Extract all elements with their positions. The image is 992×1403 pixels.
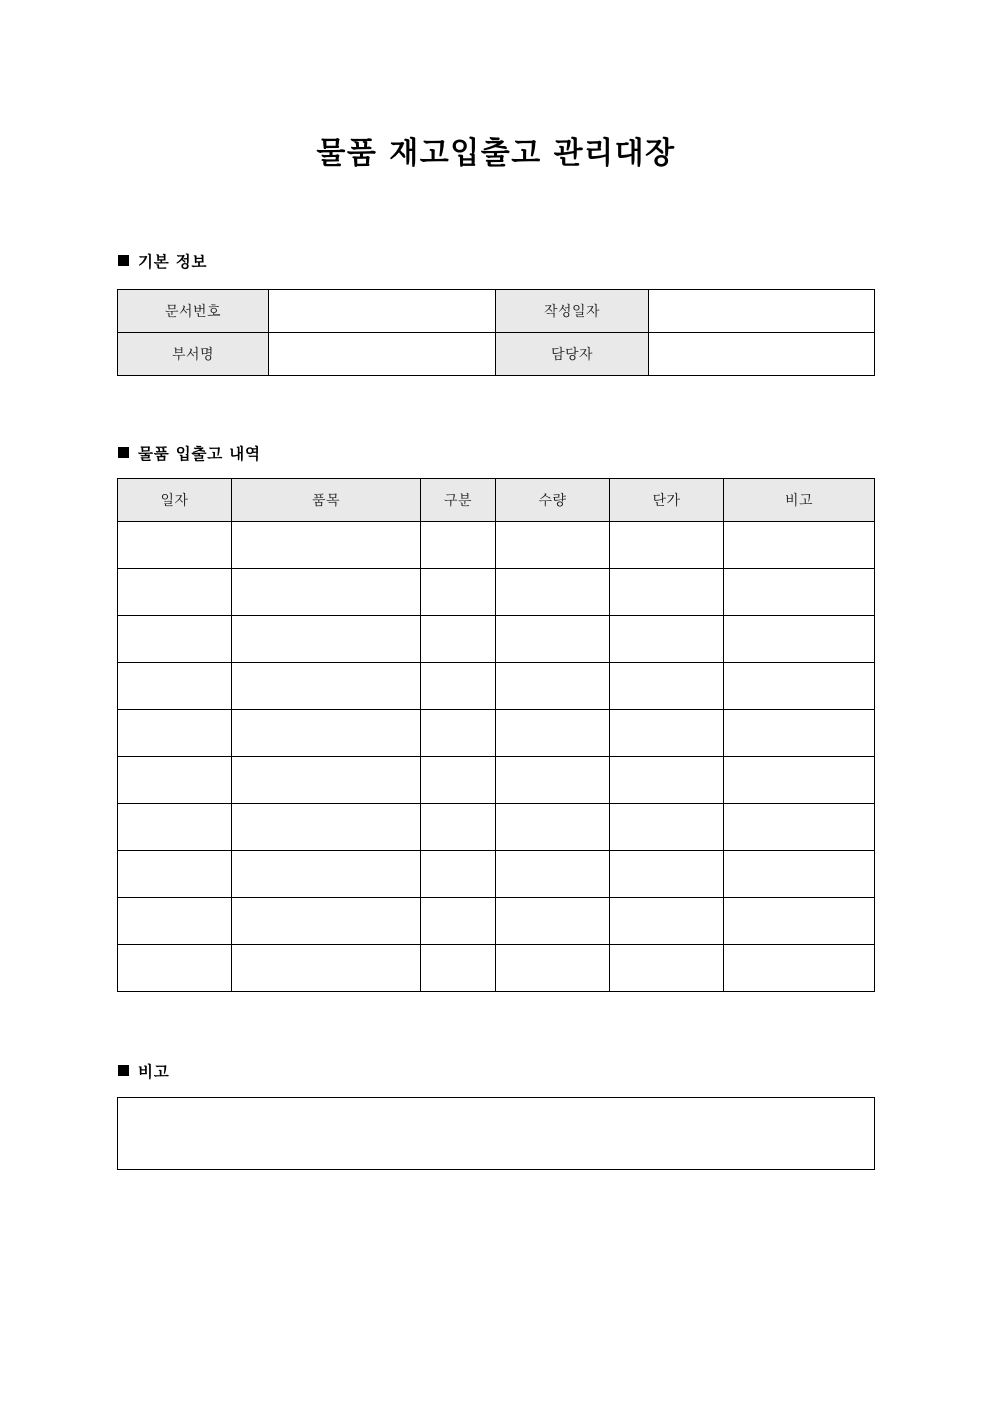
table-row	[118, 333, 875, 376]
table-row	[118, 804, 875, 851]
section-heading-basic-info-label: 기본 정보	[138, 253, 208, 271]
column-header-quantity: 수량	[496, 479, 610, 522]
ledger-cell-unit-price[interactable]	[610, 851, 724, 898]
page-title: 물품 재고입출고 관리대장	[316, 136, 676, 171]
ledger-cell-quantity[interactable]	[496, 757, 610, 804]
column-header-unit-price: 단가	[610, 479, 724, 522]
field-label-created-date: 작성일자	[496, 290, 649, 333]
column-header-type: 구분	[421, 479, 496, 522]
ledger-cell-remarks[interactable]	[724, 945, 875, 992]
field-label-department: 부서명	[118, 333, 269, 376]
section-heading-ledger-label: 물품 입출고 내역	[138, 445, 261, 463]
ledger-cell-remarks[interactable]	[724, 757, 875, 804]
ledger-cell-unit-price[interactable]	[610, 710, 724, 757]
ledger-cell-type[interactable]	[421, 663, 496, 710]
column-header-item: 품목	[232, 479, 421, 522]
ledger-cell-date[interactable]	[118, 757, 232, 804]
ledger-cell-type[interactable]	[421, 945, 496, 992]
ledger-cell-type[interactable]	[421, 569, 496, 616]
ledger-cell-date[interactable]	[118, 804, 232, 851]
table-row	[118, 290, 875, 333]
square-bullet-icon	[118, 447, 129, 458]
ledger-cell-quantity[interactable]	[496, 710, 610, 757]
ledger-cell-type[interactable]	[421, 898, 496, 945]
remarks-input-area[interactable]	[118, 1098, 875, 1170]
section-heading-remarks-label: 비고	[138, 1063, 170, 1081]
ledger-cell-date[interactable]	[118, 945, 232, 992]
ledger-cell-item[interactable]	[232, 898, 421, 945]
table-row	[118, 616, 875, 663]
ledger-cell-unit-price[interactable]	[610, 757, 724, 804]
ledger-cell-type[interactable]	[421, 757, 496, 804]
ledger-cell-unit-price[interactable]	[610, 522, 724, 569]
ledger-cell-date[interactable]	[118, 851, 232, 898]
ledger-cell-item[interactable]	[232, 945, 421, 992]
ledger-cell-type[interactable]	[421, 522, 496, 569]
column-header-date: 일자	[118, 479, 232, 522]
square-bullet-icon	[118, 1065, 129, 1076]
ledger-cell-quantity[interactable]	[496, 569, 610, 616]
column-header-remarks: 비고	[724, 479, 875, 522]
ledger-cell-remarks[interactable]	[724, 522, 875, 569]
ledger-cell-unit-price[interactable]	[610, 616, 724, 663]
ledger-cell-item[interactable]	[232, 569, 421, 616]
table-row	[118, 569, 875, 616]
section-heading-ledger	[118, 443, 261, 465]
ledger-cell-item[interactable]	[232, 710, 421, 757]
ledger-cell-quantity[interactable]	[496, 663, 610, 710]
field-value-department[interactable]	[269, 333, 496, 376]
section-heading-basic-info	[118, 251, 207, 273]
ledger-cell-date[interactable]	[118, 522, 232, 569]
table-header-row	[118, 479, 875, 522]
ledger-cell-quantity[interactable]	[496, 851, 610, 898]
ledger-cell-remarks[interactable]	[724, 663, 875, 710]
ledger-cell-type[interactable]	[421, 710, 496, 757]
ledger-cell-date[interactable]	[118, 569, 232, 616]
table-row	[118, 522, 875, 569]
ledger-cell-quantity[interactable]	[496, 898, 610, 945]
table-row	[118, 663, 875, 710]
ledger-cell-type[interactable]	[421, 616, 496, 663]
table-row	[118, 710, 875, 757]
ledger-cell-remarks[interactable]	[724, 851, 875, 898]
ledger-cell-remarks[interactable]	[724, 898, 875, 945]
field-value-person-in-charge[interactable]	[649, 333, 875, 376]
square-bullet-icon	[118, 255, 129, 266]
table-row	[118, 851, 875, 898]
ledger-cell-unit-price[interactable]	[610, 945, 724, 992]
ledger-cell-date[interactable]	[118, 710, 232, 757]
ledger-cell-remarks[interactable]	[724, 616, 875, 663]
ledger-cell-quantity[interactable]	[496, 945, 610, 992]
ledger-cell-unit-price[interactable]	[610, 663, 724, 710]
ledger-cell-date[interactable]	[118, 898, 232, 945]
table-row	[118, 1098, 875, 1170]
ledger-cell-item[interactable]	[232, 616, 421, 663]
ledger-cell-item[interactable]	[232, 757, 421, 804]
field-label-person-in-charge: 담당자	[496, 333, 649, 376]
ledger-cell-item[interactable]	[232, 663, 421, 710]
ledger-cell-remarks[interactable]	[724, 569, 875, 616]
ledger-cell-unit-price[interactable]	[610, 569, 724, 616]
field-value-document-number[interactable]	[269, 290, 496, 333]
ledger-cell-item[interactable]	[232, 851, 421, 898]
ledger-cell-quantity[interactable]	[496, 804, 610, 851]
ledger-cell-quantity[interactable]	[496, 522, 610, 569]
ledger-cell-date[interactable]	[118, 663, 232, 710]
ledger-cell-date[interactable]	[118, 616, 232, 663]
ledger-cell-quantity[interactable]	[496, 616, 610, 663]
table-row	[118, 757, 875, 804]
section-heading-remarks	[118, 1061, 170, 1083]
field-value-created-date[interactable]	[649, 290, 875, 333]
ledger-cell-remarks[interactable]	[724, 710, 875, 757]
ledger-cell-item[interactable]	[232, 804, 421, 851]
table-row	[118, 945, 875, 992]
ledger-cell-item[interactable]	[232, 522, 421, 569]
ledger-cell-unit-price[interactable]	[610, 898, 724, 945]
ledger-cell-type[interactable]	[421, 804, 496, 851]
ledger-cell-remarks[interactable]	[724, 804, 875, 851]
remarks-box	[117, 1097, 875, 1170]
ledger-table	[117, 478, 875, 992]
ledger-cell-unit-price[interactable]	[610, 804, 724, 851]
ledger-cell-type[interactable]	[421, 851, 496, 898]
basic-info-table	[117, 289, 875, 376]
table-row	[118, 898, 875, 945]
field-label-document-number: 문서번호	[118, 290, 269, 333]
